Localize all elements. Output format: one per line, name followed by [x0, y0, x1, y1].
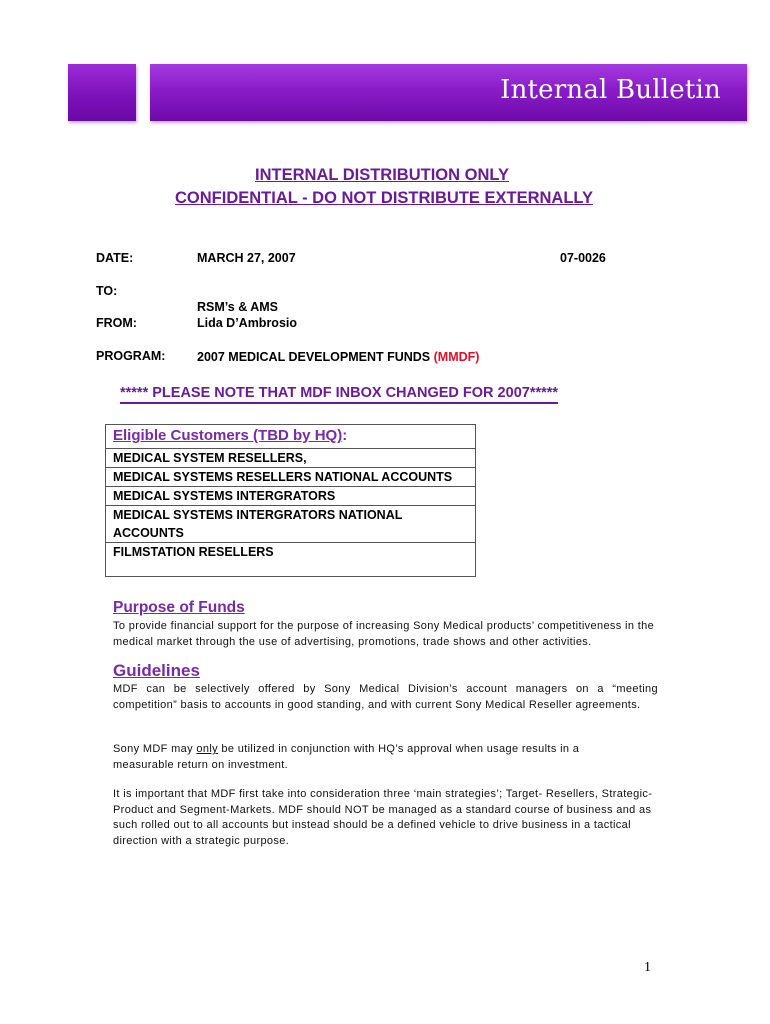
p2-text-start: Sony MDF may: [113, 743, 197, 755]
program-name: 2007 MEDICAL DEVELOPMENT FUNDS: [197, 350, 431, 364]
eligible-row: MEDICAL SYSTEMS INTERGRATORS NATIONAL ACCOUNTS: [106, 506, 475, 543]
eligible-heading-text: Eligible Customers (TBD by HQ): [113, 427, 343, 444]
to-value: RSM’s & AMS: [197, 300, 279, 314]
eligible-row: MEDICAL SYSTEMS RESELLERS NATIONAL ACCOUNTS: [106, 468, 475, 487]
guidelines-paragraph-2: [113, 742, 633, 773]
eligible-row: MEDICAL SYSTEM RESELLERS,: [106, 449, 475, 468]
bulletin-title: Internal Bulletin: [500, 75, 721, 105]
eligible-row: FILMSTATION RESELLERS: [113, 545, 274, 559]
guidelines-paragraph-3: It is important that MDF first take into consideration three ‘main strategies’; Target- Resellers, Strategic-Product and Segment-Markets. MDF should NOT be managed as a standard course of business and as such rolled out to all accounts but instead should be a defined vehicle to drive business in a tactical direction with a strategic purpose.: [113, 788, 653, 847]
date-value: MARCH 27, 2007: [197, 251, 296, 265]
date-label: DATE:: [96, 251, 134, 265]
page-number: 1: [644, 960, 651, 975]
from-label: FROM:: [96, 316, 137, 330]
p2-underlined-word: only: [196, 743, 218, 755]
eligible-customers-table: [105, 424, 476, 577]
bulletin-number: 07-0026: [560, 251, 606, 265]
guidelines-paragraph-1: MDF can be selectively offered by Sony Medical Division’s account managers on a “meeting competition” basis to accounts in good standing, and with current Sony Medical Reseller agreements.: [113, 683, 658, 711]
mdf-inbox-notice: ***** PLEASE NOTE THAT MDF INBOX CHANGED FOR 2007*****: [120, 384, 558, 404]
eligible-customers-heading: [106, 425, 475, 449]
p2-text-end: be utilized in conjunction with HQ’s approval when usage results in a measurable return on investment.: [113, 743, 580, 771]
guidelines-heading: Guidelines: [113, 661, 200, 680]
distribution-line-2: CONFIDENTIAL - DO NOT DISTRIBUTE EXTERNALLY: [174, 189, 593, 207]
program-label: PROGRAM:: [96, 349, 166, 363]
from-value: Lida D’Ambrosio: [197, 316, 298, 330]
header-accent-square: [68, 64, 136, 121]
header-banner: [150, 64, 747, 121]
eligible-heading-colon: :: [342, 427, 348, 444]
distribution-line-1: INTERNAL DISTRIBUTION ONLY: [255, 166, 509, 184]
program-value: [197, 350, 479, 364]
program-abbrev: (MMDF): [433, 350, 480, 364]
eligible-row: MEDICAL SYSTEMS INTERGRATORS: [106, 487, 475, 506]
purpose-text: To provide financial support for the purpose of increasing Sony Medical products’ competitiveness in the medical market through the use of advertising, promotions, trade shows and other activities.: [113, 620, 655, 648]
purpose-heading: Purpose of Funds: [113, 599, 245, 616]
to-label: TO:: [96, 284, 118, 298]
